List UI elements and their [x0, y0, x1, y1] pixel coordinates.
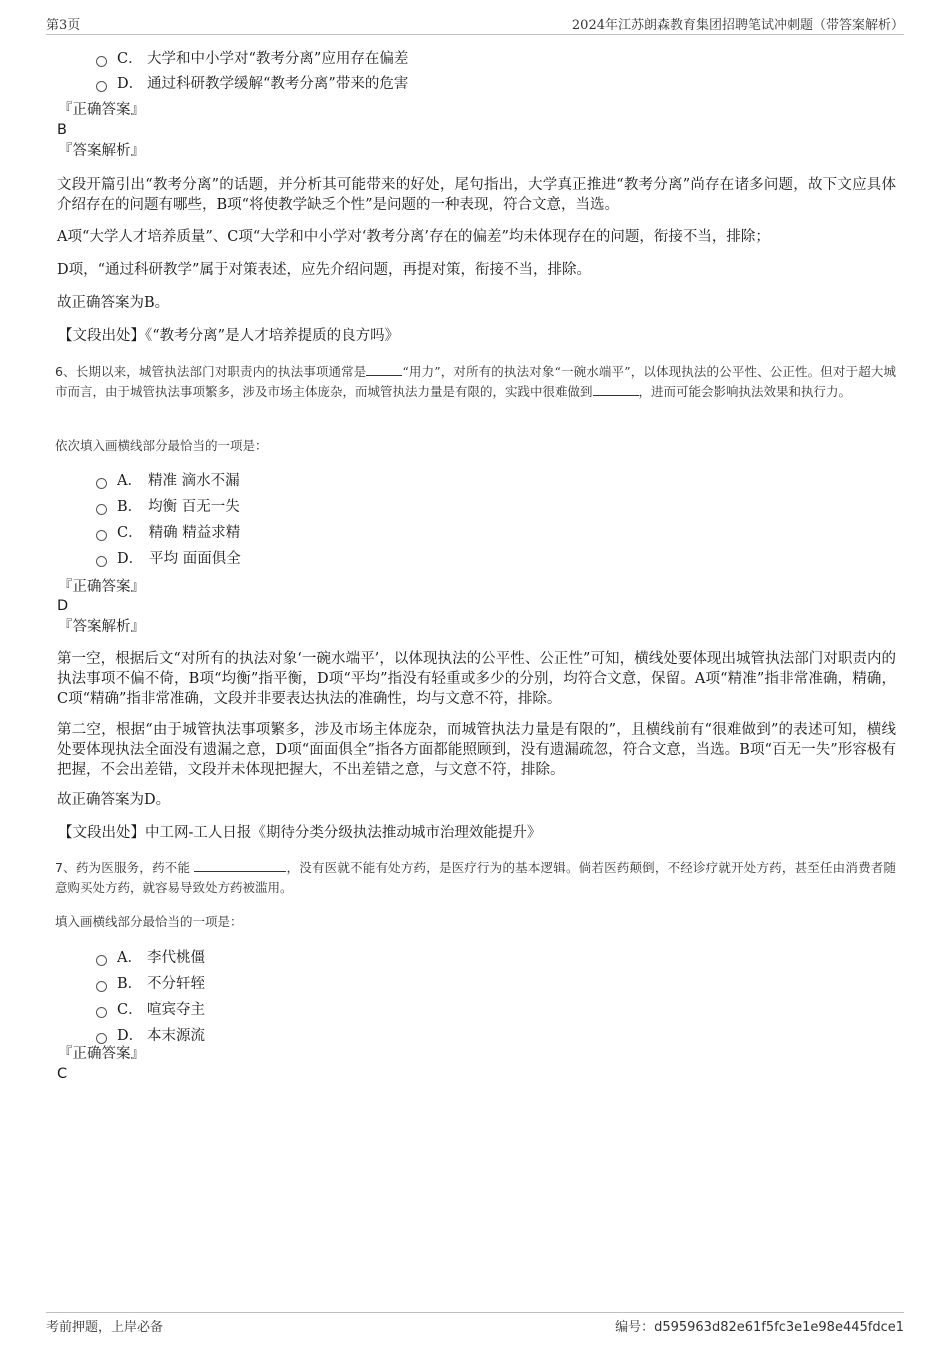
q6-analysis-3: 故正确答案为D。	[57, 792, 171, 808]
q6-analysis-1: 第一空，根据后文“对所有的执法对象‘一碗水端平’，以体现执法的公平性、公正性”可知，横线处要体现出城管执法部门对职责内的执法事项不偏不倚，B项“均衡”指平衡，D项“平均”指没有轻重或多少的分别，均符合文意，保留。A项“精准”指非常准确，精确，C项“精确”指非常准确，文段并非要表达执法的准确性，均与文意不符，排除。	[57, 651, 896, 707]
page-header	[46, 14, 904, 35]
document-title: 2024年江苏朗森教育集团招聘笔试冲刺题（带答案解析）	[571, 18, 904, 33]
document-code: 编号：d595963d82e61f5fc3e1e98e445fdce1	[615, 1320, 904, 1335]
prev-analysis-2: A项“大学人才培养质量”、C项“大学和中小学对‘教考分离’存在的偏差”均未体现存在的问题，衔接不当，排除；	[57, 229, 770, 245]
radio-icon[interactable]	[96, 1033, 107, 1044]
radio-icon[interactable]	[96, 504, 107, 515]
q6-source: 【文段出处】中工网-工人日报《期待分类分级执法推动城市治理效能提升》	[58, 825, 542, 841]
prev-answer-tag: 『正确答案』	[58, 102, 145, 118]
radio-icon[interactable]	[96, 81, 107, 92]
prev-option-c[interactable]: C． 大学和中小学对“教考分离”应用存在偏差	[96, 49, 408, 69]
prev-analysis-tag: 『答案解析』	[58, 143, 145, 159]
fill-blank	[366, 363, 402, 376]
fill-blank	[593, 383, 639, 396]
q6-analysis-2: 第二空，根据“由于城管执法事项繁多，涉及市场主体庞杂，而城管执法力量是有限的”，且横线前有“很难做到”的表述可知，横线处要体现执法全面没有遗漏之意，D项“面面俱全”指各方面都能照顾到，没有遗漏疏忽，符合文意，当选。B项“百无一失”形容极有把握，不会出差错，文段并未体现把握大，不出差错之意，与文意不符，排除。	[57, 722, 896, 778]
q6-option-c[interactable]: C． 精确 精益求精	[96, 523, 240, 543]
question-number: 6、	[55, 364, 76, 379]
q6-answer: D	[57, 598, 69, 614]
prev-analysis-4: 故正确答案为B。	[57, 295, 170, 311]
question-7-stem: 7、药为医服务，药不能 ，没有医就不能有处方药，是医疗行为的基本逻辑。倘若医药颠倒，不经诊疗就开处方药，甚至任由消费者随意购买处方药，就容易导致处方药被滥用。	[55, 860, 896, 895]
q6-option-b[interactable]: B． 均衡 百无一失	[96, 497, 240, 517]
q7-option-b[interactable]: B． 不分轩轾	[96, 974, 205, 994]
question-6-stem: 6、长期以来，城管执法部门对职责内的执法事项通常是 “用力”，对所有的执法对象“一碗水端平”，以体现执法的公平性、公正性。但对于超大城市而言，由于城管执法事项繁多，涉及市场主体庞杂，而城管执法力量是有限的，实践中很难做到 ，进而可能会影响执法效果和执行力。	[55, 364, 896, 399]
q6-option-a[interactable]: A． 精准 滴水不漏	[96, 471, 240, 491]
radio-icon[interactable]	[96, 981, 107, 992]
radio-icon[interactable]	[96, 955, 107, 966]
page-number: 第3页	[46, 18, 81, 33]
prev-source: 【文段出处】《“教考分离”是人才培养提质的良方吗》	[58, 328, 400, 344]
question-7-prompt: 填入画横线部分最恰当的一项是：	[55, 914, 243, 929]
radio-icon[interactable]	[96, 1007, 107, 1018]
q7-answer-tag: 『正确答案』	[58, 1046, 145, 1062]
radio-icon[interactable]	[96, 556, 107, 567]
q6-answer-tag: 『正确答案』	[58, 579, 145, 595]
question-6-prompt: 依次填入画横线部分最恰当的一项是：	[55, 438, 268, 453]
prev-analysis-3: D项，“通过科研教学”属于对策表述，应先介绍问题，再提对策，衔接不当，排除。	[57, 262, 591, 278]
fill-blank	[194, 859, 286, 872]
q7-option-c[interactable]: C． 喧宾夺主	[96, 1000, 205, 1020]
radio-icon[interactable]	[96, 530, 107, 541]
q6-option-d[interactable]: D． 平均 面面俱全	[96, 549, 241, 569]
prev-option-d[interactable]: D． 通过科研教学缓解“教考分离”带来的危害	[96, 74, 408, 94]
q6-analysis-tag: 『答案解析』	[58, 619, 145, 635]
footer-slogan: 考前押题，上岸必备	[46, 1320, 164, 1335]
question-number: 7、	[55, 860, 76, 875]
q7-option-d[interactable]: D． 本末源流	[96, 1026, 205, 1046]
radio-icon[interactable]	[96, 56, 107, 67]
q7-option-a[interactable]: A． 李代桃僵	[96, 948, 205, 968]
page-footer	[46, 1312, 904, 1337]
prev-analysis-1: 文段开篇引出“教考分离”的话题，并分析其可能带来的好处，尾句指出，大学真正推进“教考分离”尚存在诸多问题，故下文应具体介绍存在的问题有哪些，B项“将使教学缺乏个性”是问题的一种表现，符合文意，当选。	[57, 177, 896, 213]
radio-icon[interactable]	[96, 478, 107, 489]
q7-answer: C	[57, 1066, 68, 1082]
prev-answer: B	[57, 122, 67, 138]
